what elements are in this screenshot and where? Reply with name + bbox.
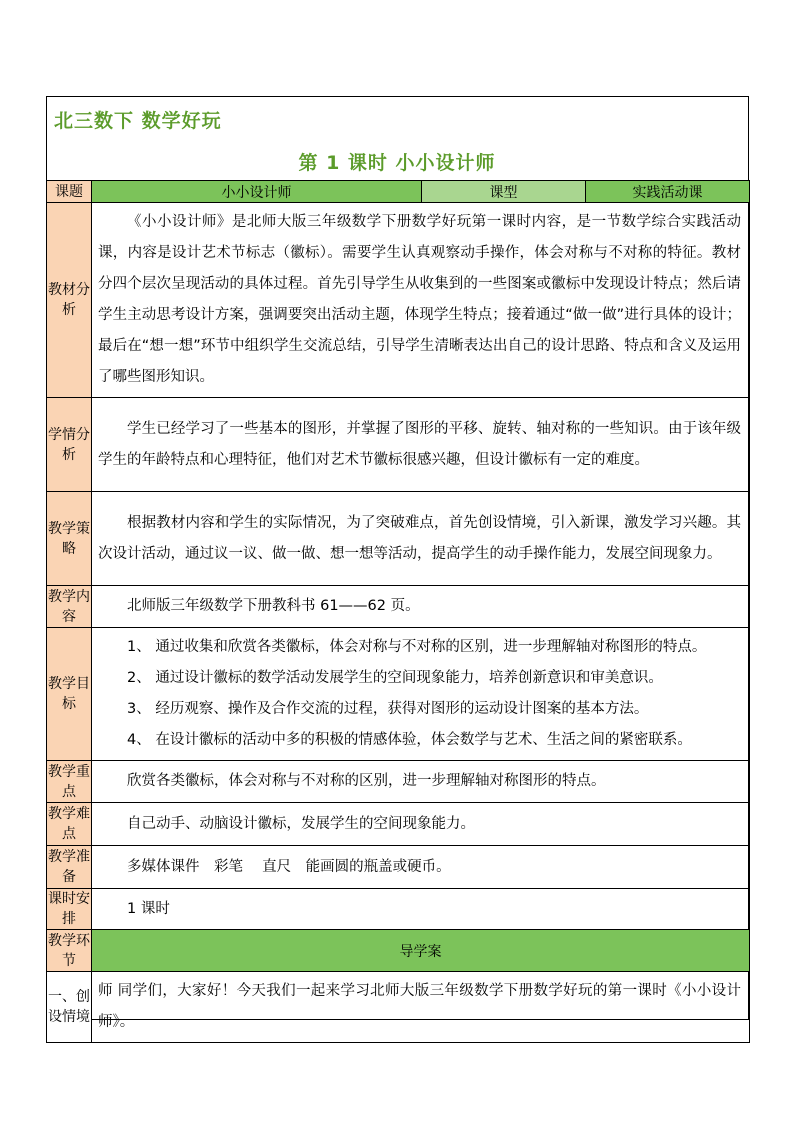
key-points-row	[47, 761, 750, 803]
course-type-label: 课型	[422, 181, 586, 203]
goal-item: 2、 通过设计徽标的数学活动发展学生的空间现象能力，培养创新意识和审美意识。	[127, 670, 663, 686]
schedule-text: 1 课时	[92, 889, 750, 930]
step1-label: 一、创设情境	[47, 972, 92, 1043]
goal-item: 4、 在设计徽标的活动中多的积极的情感体验，体会数学与艺术、生活之间的紧密联系。	[127, 732, 692, 748]
process-label: 教学环节	[47, 930, 92, 972]
preparation-row	[47, 846, 750, 889]
process-row	[47, 930, 750, 972]
students-row	[47, 398, 750, 492]
strategy-text: 根据教材内容和学生的实际情况，为了突破难点，首先创设情境，引入新课，激发学习兴趣。其次设计活动，通过议一议、做一做、想一想等活动，提高学生的动手操作能力，发展空间现象力。	[92, 492, 750, 586]
course-type-value: 实践活动课	[586, 181, 750, 203]
content-text: 北师版三年级数学下册教科书 61——62 页。	[92, 586, 750, 628]
process-header: 导学案	[92, 930, 750, 972]
material-label: 教材分析	[47, 203, 92, 398]
students-label: 学情分析	[47, 398, 92, 492]
document-title: 北三数下 数学好玩	[54, 110, 222, 132]
step1-text: 师 同学们，大家好！今天我们一起来学习北师大版三年级数学下册数学好玩的第一课时《小小设计师》。	[92, 972, 750, 1043]
difficulties-row	[47, 803, 750, 846]
course-row	[47, 181, 750, 203]
step1-row	[47, 972, 750, 1043]
preparation-label: 教学准备	[47, 846, 92, 889]
material-row	[47, 203, 750, 398]
content-row	[47, 586, 750, 628]
material-text: 《小小设计师》是北师大版三年级数学下册数学好玩第一课时内容，是一节数学综合实践活动课，内容是设计艺术节标志（徽标）。需要学生认真观察动手操作，体会对称与不对称的特征。教材分四个层次呈现活动的具体过程。首先引导学生从收集到的一些图案或徽标中发现设计特点；然后请学生主动思考设计方案，强调要突出活动主题，体现学生特点；接着通过“做一做”进行具体的设计；最后在“想一想”环节中组织学生交流总结，引导学生清晰表达出自己的设计思路、特点和含义及运用了哪些图形知识。	[92, 203, 750, 398]
goals-list	[92, 628, 750, 761]
preparation-text: 多媒体课件 彩笔 直尺 能画圆的瓶盖或硬币。	[92, 846, 750, 889]
course-topic: 小小设计师	[92, 181, 422, 203]
course-label: 课题	[47, 181, 92, 203]
key-points-label: 教学重点	[47, 761, 92, 803]
strategy-row	[47, 492, 750, 586]
difficulties-text: 自己动手、动脑设计徽标，发展学生的空间现象能力。	[92, 803, 750, 846]
lesson-title: 第 1 课时 小小设计师	[298, 152, 496, 174]
goals-label: 教学目标	[47, 628, 92, 761]
goals-row	[47, 628, 750, 761]
lesson-plan-table	[46, 180, 750, 1043]
schedule-row	[47, 889, 750, 930]
strategy-label: 教学策略	[47, 492, 92, 586]
goal-item: 3、 经历观察、操作及合作交流的过程，获得对图形的运动设计图案的基本方法。	[127, 701, 649, 717]
students-text: 学生已经学习了一些基本的图形，并掌握了图形的平移、旋转、轴对称的一些知识。由于该年级学生的年龄特点和心理特征，他们对艺术节徽标很感兴趣，但设计徽标有一定的难度。	[92, 398, 750, 492]
schedule-label: 课时安排	[47, 889, 92, 930]
content-label: 教学内容	[47, 586, 92, 628]
key-points-text: 欣赏各类徽标，体会对称与不对称的区别，进一步理解轴对称图形的特点。	[92, 761, 750, 803]
difficulties-label: 教学难点	[47, 803, 92, 846]
goal-item: 1、 通过收集和欣赏各类徽标，体会对称与不对称的区别，进一步理解轴对称图形的特点。	[127, 639, 707, 655]
